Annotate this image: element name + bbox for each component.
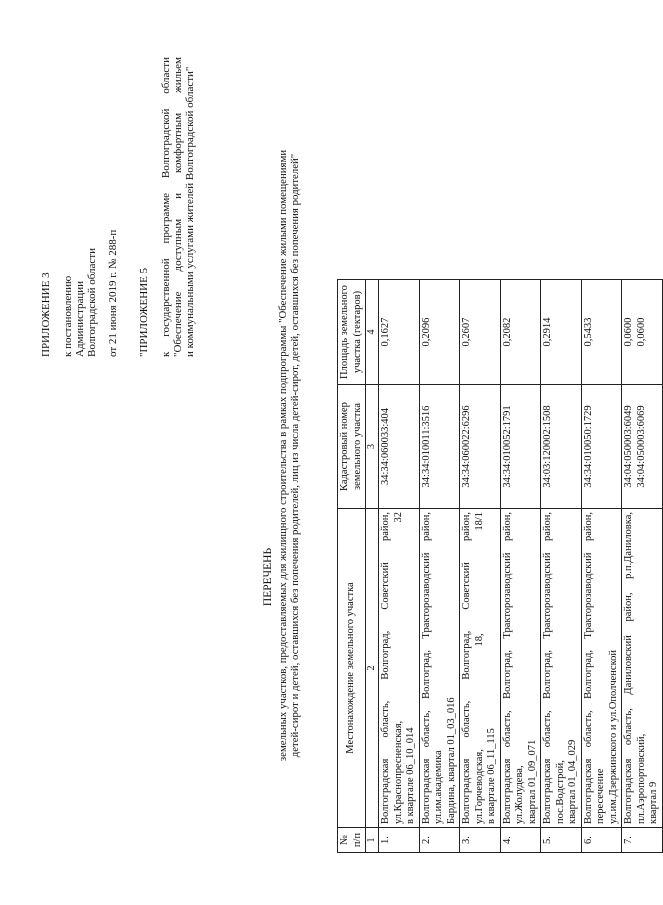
- row-area: 0,2914: [541, 280, 582, 385]
- header-area: Площадь земельного участка (гектаров): [338, 280, 366, 385]
- row-cadastral-number: 34:34:010050:1729: [581, 385, 622, 509]
- program-line-2: "Обеспечение доступным и комфортным жильем: [172, 57, 184, 357]
- row-area: 0,1627: [379, 280, 420, 385]
- column-number: 1: [366, 828, 379, 853]
- column-number: 4: [366, 280, 379, 385]
- row-area: 0,2607: [460, 280, 501, 385]
- row-cadastral-number: [622, 385, 663, 509]
- row-location: [419, 509, 460, 828]
- table-row: [622, 280, 663, 853]
- list-subtitle-1: земельных участков, предоставляемых для жилищного строительства в рамках подпрограммы "Обеспечение жилыми помещениями: [277, 149, 289, 762]
- cadastral-number-2: 34:04:050003:6069: [635, 405, 647, 488]
- location-line-2: квартал 9: [648, 781, 659, 824]
- location-line-2: ул.им.Дзержинского и ул.Ополченской: [607, 649, 619, 824]
- row-location: [460, 509, 501, 828]
- row-number: 1.: [379, 828, 420, 853]
- location-line-2: Бардина, квартал 01_03_016: [445, 697, 457, 824]
- appendix-title: ПРИЛОЖЕНИЕ 3: [40, 272, 52, 357]
- header-number: № п/п: [338, 828, 366, 853]
- location-line-1: Волгоградская область, Волгоград, Тракторозаводский район, пересечение: [582, 512, 606, 824]
- header-cadastral: Кадастровый номер земельного участка: [338, 385, 366, 509]
- area-value-2: 0,0600: [635, 317, 647, 347]
- annex-5-title: "ПРИЛОЖЕНИЕ 5: [138, 267, 150, 357]
- row-area: 0,2096: [419, 280, 460, 385]
- appendix-line-2: Администрации: [74, 280, 86, 357]
- location-line-1: Волгоградская область, Волгоград, Тракторозаводский район, ул.им.академика: [420, 512, 444, 824]
- location-line-2: в квартале 06_10_014: [405, 727, 416, 824]
- row-location: [581, 509, 622, 828]
- row-area: [622, 280, 663, 385]
- appendix-line-1: к постановлению: [62, 275, 74, 357]
- row-number: 4.: [500, 828, 541, 853]
- list-subtitle-2: детей-сирот и детей, оставшихся без попечения родителей, лиц из числа детей-сирот, детей, оставшихся без попечения родителей": [289, 153, 301, 758]
- appendix-date-line: от 21 июня 2019 г. № 288-п: [107, 229, 119, 357]
- row-location: [379, 509, 420, 828]
- row-area: 0,5433: [581, 280, 622, 385]
- row-number: 5.: [541, 828, 582, 853]
- table-row: [379, 280, 420, 853]
- row-location: [500, 509, 541, 828]
- list-title: ПЕРЕЧЕНЬ: [262, 547, 274, 607]
- table-row: [419, 280, 460, 853]
- header-location: Местонахождение земельного участка: [338, 509, 366, 828]
- row-location: [622, 509, 663, 828]
- table-row: [541, 280, 582, 853]
- row-number: 3.: [460, 828, 501, 853]
- location-line-1: Волгоградская область, Волгоград, Советский район, ул.Горчеводская, 18, 18/1: [461, 512, 485, 824]
- cadastral-number-1: 34:04:050003:6049: [623, 405, 634, 488]
- table-row: [460, 280, 501, 853]
- appendix-line-3: Волгоградской области: [86, 248, 98, 357]
- row-area: 0,2082: [500, 280, 541, 385]
- location-line-2: в квартале 06_11_115: [486, 728, 497, 824]
- area-value-1: 0,0600: [623, 317, 634, 347]
- location-line-2: квартал 01_09_071: [526, 739, 538, 824]
- table-row: [500, 280, 541, 853]
- column-number: 2: [366, 509, 379, 828]
- row-number: 2.: [419, 828, 460, 853]
- land-plots-table: [337, 279, 663, 853]
- row-cadastral-number: 34:34:010052:1791: [500, 385, 541, 509]
- row-number: 6.: [581, 828, 622, 853]
- table-row: [581, 280, 622, 853]
- program-line-3: и коммунальными услугами жителей Волгоградской области": [184, 66, 196, 357]
- program-line-1: к государственной программе Волгоградской области: [160, 57, 172, 357]
- location-line-1: Волгоградская область, Волгоград, Тракторозаводский район, пос.Водстрой,: [542, 512, 566, 824]
- location-line-1: Волгоградская область, Даниловский район, р.п.Даниловка, пл.Аэропортовский,: [623, 512, 647, 824]
- row-number: 7.: [622, 828, 663, 853]
- column-number: 3: [366, 385, 379, 509]
- location-line-1: Волгоградская область, Волгоград, Тракторозаводский район, ул.Жолудева,: [501, 512, 525, 824]
- row-cadastral-number: 34:34:060033:404: [379, 385, 420, 509]
- row-location: [541, 509, 582, 828]
- row-cadastral-number: 34:03:120002:1508: [541, 385, 582, 509]
- location-line-2: квартал 01_04_029: [567, 739, 578, 824]
- location-line-1: Волгоградская область, Волгоград, Советский район, ул.Краснопресненская, 32: [380, 512, 404, 824]
- row-cadastral-number: 34:34:060022:6296: [460, 385, 501, 509]
- row-cadastral-number: 34:34:010011:3516: [419, 385, 460, 509]
